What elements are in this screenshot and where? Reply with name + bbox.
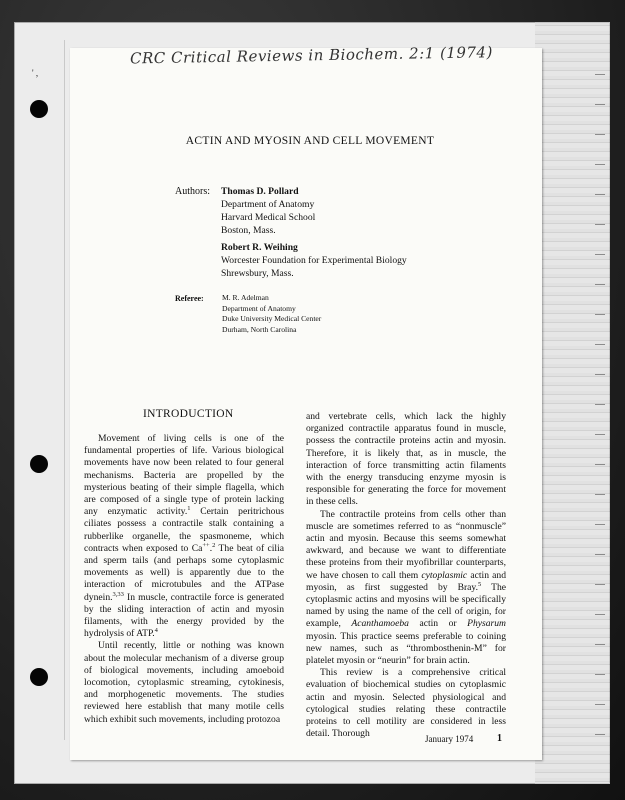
referee-line: Department of Anatomy [222, 303, 296, 313]
referee-block [222, 293, 321, 335]
right-column [306, 411, 506, 740]
author-1 [221, 185, 315, 237]
referee-name: M. R. Adelman [222, 293, 269, 302]
author-affiliation: Shrewsbury, Mass. [221, 268, 294, 279]
paragraph: Until recently, little or nothing was known about the molecular mechanism of a diverse group of biological movements, including amoeboid locomotion, cytoplasmic streaming, cytokinesis, and morphogenetic movements. The studies reviewed here establish that many motile cells which exhibit such movements, including protozoa [84, 640, 284, 725]
punch-hole-icon [30, 100, 48, 118]
authors-label: Authors: [175, 186, 210, 197]
author-name: Robert R. Weihing [221, 242, 298, 253]
footer-date: January 1974 [425, 734, 474, 744]
article-title: ACTIN AND MYOSIN AND CELL MOVEMENT [185, 135, 435, 147]
author-affiliation: Worcester Foundation for Experimental Biology [221, 255, 407, 266]
author-name: Thomas D. Pollard [221, 186, 299, 197]
referee-line: Durham, North Carolina [222, 324, 297, 334]
fold-line [64, 40, 65, 740]
author-affiliation: Department of Anatomy [221, 199, 315, 210]
margin-mark: ' , [32, 68, 39, 78]
author-affiliation: Harvard Medical School [221, 212, 316, 223]
paragraph: Movement of living cells is one of the fundamental properties of life. Various biological movements have now been related to four general mechanisms. Bacteria are propelled by the mysterious beating of their simple flagella, which are composed of a single type of protein lacking any enzymatic activity.$^1$ Certain peritrichous ciliates possess a contractile stalk containing a rubberlike organelle, the spasmoneme, which contracts when exposed to Ca++.$^2$ The beat of cilia and sperm tails (and perhaps some cytoplasmic movements as well) is apparently due to the interaction of microtubules and the ATPase dynein.$^{3,33}$ In muscle, contractile force is generated by the sliding interaction of actin and myosin filaments, with the energy provided by the hydrolysis of ATP.$^4$ [84, 433, 284, 640]
page-number: 1 [497, 733, 502, 744]
referee-line: Duke University Medical Center [222, 314, 322, 323]
paragraph: This review is a comprehensive critical evaluation of biochemical studies on cytoplasmic actin and myosin. Selected physiological and cytological studies relating these contractile proteins to cell motility are considered in less detail. Thorough [306, 667, 506, 740]
referee-label: Referee: [175, 294, 204, 303]
author-affiliation: Boston, Mass. [221, 225, 276, 236]
paragraph: The contractile proteins from cells other than muscle are sometimes referred to as “nonmuscle” actin and myosin. Because this seems somewhat awkward, and because we want to differentiate these proteins from their myofibrillar counterparts, we have chosen to call them cytoplasmic actin and myosin, as first suggested by Bray.$^5$ The cytoplasmic actins and myosins will be specifically named by using the name of the cell of origin, for example, Acanthamoeba actin or Physarum myosin. This practice seems preferable to coining new names, such as “thrombosthenin-M” for platelet myosin or “neurin” for brain actin. [306, 508, 506, 667]
paragraph: and vertebrate cells, which lack the highly organized contractile apparatus found in muscle, possess the contractile proteins actin and myosin. Therefore, it is likely that, as in muscle, the interaction of force transmitting actin filaments with the energy transducing enzyme myosin is responsible for generating the force for movement in these cells. [306, 411, 506, 508]
left-column [84, 433, 284, 726]
section-heading: INTRODUCTION [143, 408, 234, 420]
punch-hole-icon [30, 455, 48, 473]
author-2 [221, 241, 407, 280]
scan-noise [595, 60, 605, 760]
handwritten-citation: CRC Critical Reviews in Biochem. 2:1 (1974) [129, 43, 494, 68]
punch-hole-icon [30, 668, 48, 686]
